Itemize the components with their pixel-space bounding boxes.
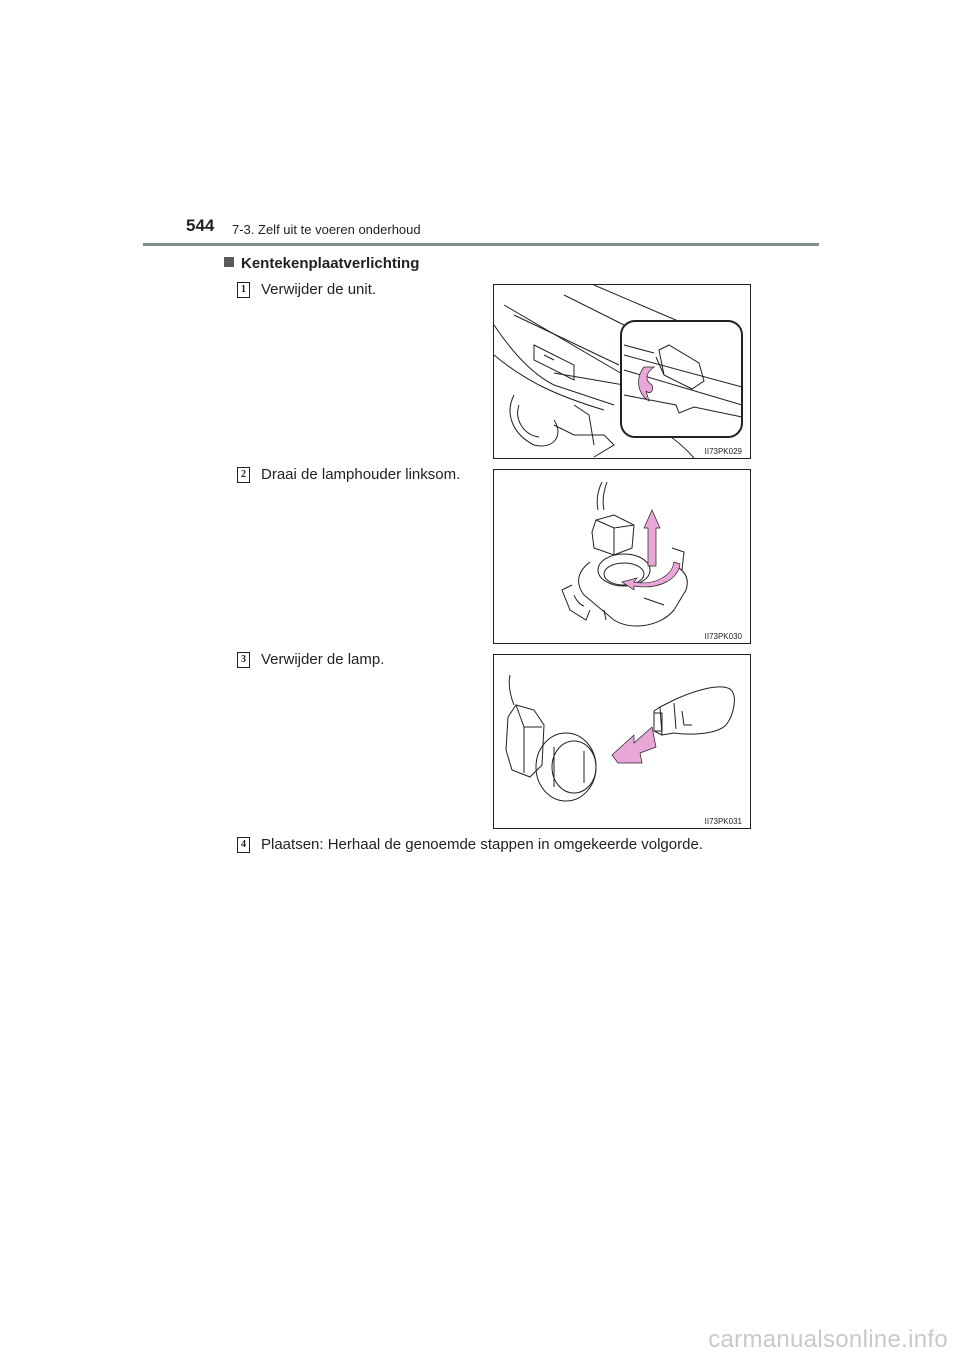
figure-remove-unit	[493, 284, 751, 459]
remove-bulb-illustration	[494, 655, 750, 828]
turn-lamp-holder-illustration	[494, 470, 750, 643]
remove-unit-illustration	[494, 285, 750, 458]
bullet-square-icon	[224, 257, 234, 267]
figure-code-2: II73PK030	[704, 632, 742, 641]
footer-watermark: carmanualsonline.info	[708, 1326, 948, 1353]
insert-arrow-icon	[612, 727, 656, 763]
section-heading-text: Kentekenplaatverlichting	[241, 255, 420, 272]
step-number-1: 1	[237, 282, 250, 298]
step-text-3: Verwijder de lamp.	[261, 651, 385, 668]
step-text-4: Plaatsen: Herhaal de genoemde stappen in omgekeerde volgorde.	[261, 836, 703, 853]
step-number-3: 3	[237, 652, 250, 668]
step-text-2: Draai de lamphouder linksom.	[261, 466, 461, 483]
header-rule	[143, 243, 819, 246]
step-number-4: 4	[237, 837, 250, 853]
step-text-1: Verwijder de unit.	[261, 281, 377, 298]
page-number: 544	[186, 216, 215, 235]
section-heading	[224, 255, 419, 272]
figure-turn-lamp-holder	[493, 469, 751, 644]
figure-code-3: II73PK031	[704, 817, 742, 826]
section-title: 7-3. Zelf uit te voeren onderhoud	[232, 222, 421, 237]
figure-remove-bulb	[493, 654, 751, 829]
figure-code-1: II73PK029	[704, 447, 742, 456]
step-number-2: 2	[237, 467, 250, 483]
pull-up-arrow-icon	[644, 510, 660, 566]
